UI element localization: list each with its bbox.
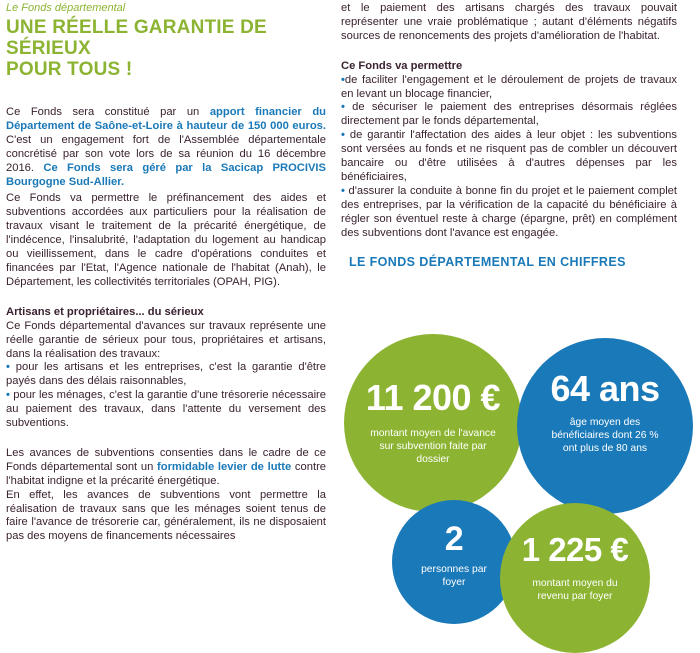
subheading-fund-allows: Ce Fonds va permettre bbox=[341, 59, 463, 72]
right-column bbox=[341, 0, 677, 269]
stats-title: LE FONDS DÉPARTEMENTAL EN CHIFFRES bbox=[349, 254, 626, 269]
list-item: •de faciliter l'engagement et le déroulement de projets de travaux en levant un blocage financier, bbox=[341, 73, 677, 100]
bullet-dot-icon: • bbox=[341, 73, 345, 86]
stat-circle-average-income bbox=[500, 503, 650, 653]
left-column bbox=[6, 0, 326, 544]
highlight-funding: apport financier du Département de Saône-et-Loire à hauteur de 150 000 euros. bbox=[6, 106, 326, 132]
stat-value: 11 200 € bbox=[365, 377, 501, 418]
lever-paragraph: Les avances de subventions consenties dans le cadre de ce Fonds départemental sont un formidable levier de lutte contre l'habitat indigne et la précarité énergétique. bbox=[6, 446, 327, 487]
list-item: • d'assurer la conduite à bonne fin du projet et le paiement complet des entreprises, par la vérification de la capacité du bénéficiaire à régler son éventuel reste à charge (épargne, prêt) en complément des subventions dont l'avance est engagée. bbox=[341, 184, 678, 239]
stat-circle-persons bbox=[392, 500, 516, 624]
stat-value: 1 225 € bbox=[521, 531, 629, 568]
stat-circle-average-advance bbox=[344, 334, 522, 512]
bullet-dot-icon: • bbox=[341, 101, 345, 114]
section-kicker: Le Fonds départemental bbox=[6, 2, 126, 14]
intro-paragraph: Ce Fonds sera constitué par un apport financier du Département de Saône-et-Loire à hauteur de 150 000 euros. C'est un engagement fort de l'Assemblée départementale concrétisé par son vote lors de sa réunion du 16 décembre 2016. Ce Fonds sera géré par la Sacicap PROCIVIS Bourgogne Sud-Allier. bbox=[6, 106, 326, 188]
highlight-lever: formidable levier de lutte bbox=[157, 460, 292, 473]
list-item: • de sécuriser le paiement des entreprises désormais réglées directement par le fonds départemental, bbox=[341, 101, 677, 128]
advance-paragraph: En effet, les avances de subventions vont permettre la réalisation de travaux sans que les ménages soient tenus de faire l'avance de trésorerie car, généralement, ils ne disposaient pas des moyens de financements nécessaires bbox=[6, 488, 326, 543]
stat-value: 64 ans bbox=[550, 368, 660, 409]
stat-label: montant moyen du revenu par foyer bbox=[532, 578, 618, 602]
stat-label: âge moyen des bénéficiaires dont 26 % ont plus de 80 ans bbox=[551, 417, 659, 454]
stat-circle-average-age bbox=[517, 338, 693, 514]
prefinancing-paragraph: Ce Fonds va permettre le préfinancement des aides et subventions accordées aux particuliers pour la réalisation de travaux visant le traitement de la précarité énergétique, de l'indécence, l'insalubrité, l'adaptation du logement au handicap ou vieillissement, dans le cadre d'opérations conduites et financées par l'Etat, l'Agence nationale de l'habitat (Anah), le Département, les collectivités territoriales (OPAH, PIG). bbox=[6, 192, 326, 288]
guarantee-paragraph: Ce Fonds départemental d'avances sur travaux représente une réelle garantie de sérieux pour tous, propriétaires et artisans, dans la réalisation des travaux: bbox=[6, 319, 326, 360]
page-title-line-2: POUR TOUS ! bbox=[6, 59, 133, 80]
page-title bbox=[6, 17, 326, 80]
subheading-artisans: Artisans et propriétaires... du sérieux bbox=[6, 305, 204, 318]
bullet-dot-icon: • bbox=[6, 361, 10, 374]
list-item: • pour les artisans et les entreprises, c'est la garantie d'être payés dans des délais raisonnables, bbox=[6, 361, 326, 388]
highlight-manager: Ce Fonds sera géré par la Sacicap PROCIVIS Bourgogne Sud-Allier. bbox=[6, 161, 326, 188]
bullet-dot-icon: • bbox=[341, 184, 345, 197]
stat-label: montant moyen de l'avance sur subvention faite par dossier bbox=[370, 428, 496, 465]
list-item: • de garantir l'affectation des aides à leur objet : les subventions sont versées au fonds et ne risquent pas de combler un découvert bancaire ou d'être utilisées à d'autres dépenses par les bénéficiaires, bbox=[341, 129, 677, 183]
bullet-dot-icon: • bbox=[341, 129, 345, 142]
page-title-line-1: UNE RÉELLE GARANTIE DE SÉRIEUX bbox=[6, 17, 267, 59]
list-item: • pour les ménages, c'est la garantie d'une trésorerie nécessaire au paiement des travaux, dans l'attente du versement des subventions. bbox=[6, 389, 326, 430]
bullet-dot-icon: • bbox=[6, 389, 10, 402]
stat-value: 2 bbox=[444, 520, 464, 558]
stat-label: personnes par foyer bbox=[421, 564, 487, 588]
continuation-paragraph: et le paiement des artisans chargés des travaux pouvait représenter une vraie problématique ; autant d'éléments négatifs sources de renoncements des projets d'amélioration de l'habitat. bbox=[341, 2, 677, 42]
